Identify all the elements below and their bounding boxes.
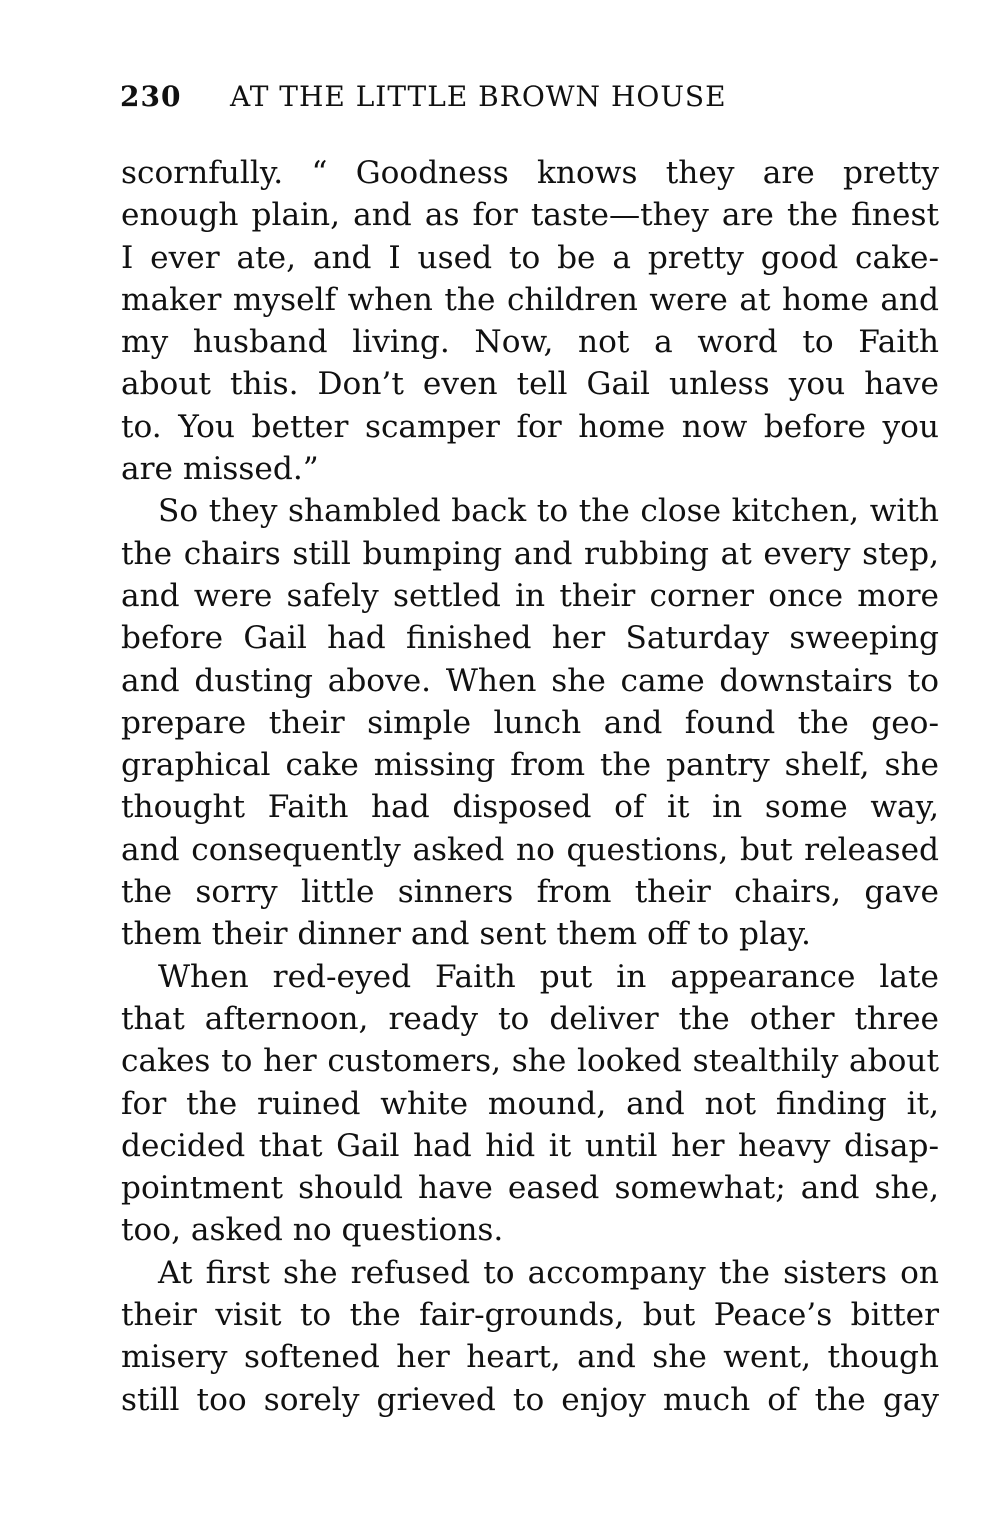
text-line: that afternoon, ready to deliver the other three	[121, 1000, 939, 1037]
page-header	[120, 80, 940, 122]
text-line: for the ruined white mound, and not finding it,	[121, 1085, 939, 1122]
text-line: about this. Don’t even tell Gail unless you have	[121, 366, 939, 403]
text-line: maker myself when the children were at home and	[121, 281, 939, 318]
text-line: the sorry little sinners from their chairs, gave	[121, 874, 939, 911]
text-line: misery softened her heart, and she went, though	[121, 1339, 939, 1376]
text-line: them their dinner and sent them off to play.	[121, 916, 811, 953]
text-line: pointment should have eased somewhat; and she,	[121, 1170, 939, 1207]
text-line: and consequently asked no questions, but released	[121, 831, 939, 868]
text-line: and were safely settled in their corner once more	[121, 577, 939, 614]
text-line: thought Faith had disposed of it in some way,	[121, 789, 939, 826]
running-head: AT THE LITTLE BROWN HOUSE	[230, 80, 727, 113]
text-line: At first she refused to accompany the sisters on	[158, 1254, 939, 1291]
text-line: the chairs still bumping and rubbing at every step,	[121, 535, 939, 572]
text-line: still too sorely grieved to enjoy much of the gay	[121, 1381, 939, 1418]
text-line: are missed.”	[121, 451, 319, 488]
page-number: 230	[120, 80, 182, 113]
text-line: When red-eyed Faith put in appearance late	[158, 958, 939, 995]
text-line: So they shambled back to the close kitchen, with	[158, 493, 939, 530]
text-line: I ever ate, and I used to be a pretty good cake-	[121, 239, 939, 276]
text-line: graphical cake missing from the pantry shelf, she	[121, 747, 939, 784]
text-line: and dusting above. When she came downstairs to	[121, 662, 939, 699]
text-line: to. You better scamper for home now before you	[121, 408, 939, 445]
text-line: their visit to the fair-grounds, but Peace’s bitter	[121, 1297, 939, 1334]
text-line: enough plain, and as for taste—they are the finest	[121, 197, 939, 234]
text-line: my husband living. Now, not a word to Faith	[121, 324, 939, 361]
body-text	[121, 152, 939, 1421]
text-line: too, asked no questions.	[121, 1212, 504, 1249]
text-line: decided that Gail had hid it until her heavy disap-	[121, 1127, 939, 1164]
text-line: cakes to her customers, she looked stealthily about	[121, 1043, 939, 1080]
text-line: scornfully. “ Goodness knows they are pretty	[121, 155, 939, 191]
text-line: before Gail had finished her Saturday sweeping	[121, 620, 939, 657]
text-line: prepare their simple lunch and found the geo-	[121, 704, 939, 741]
